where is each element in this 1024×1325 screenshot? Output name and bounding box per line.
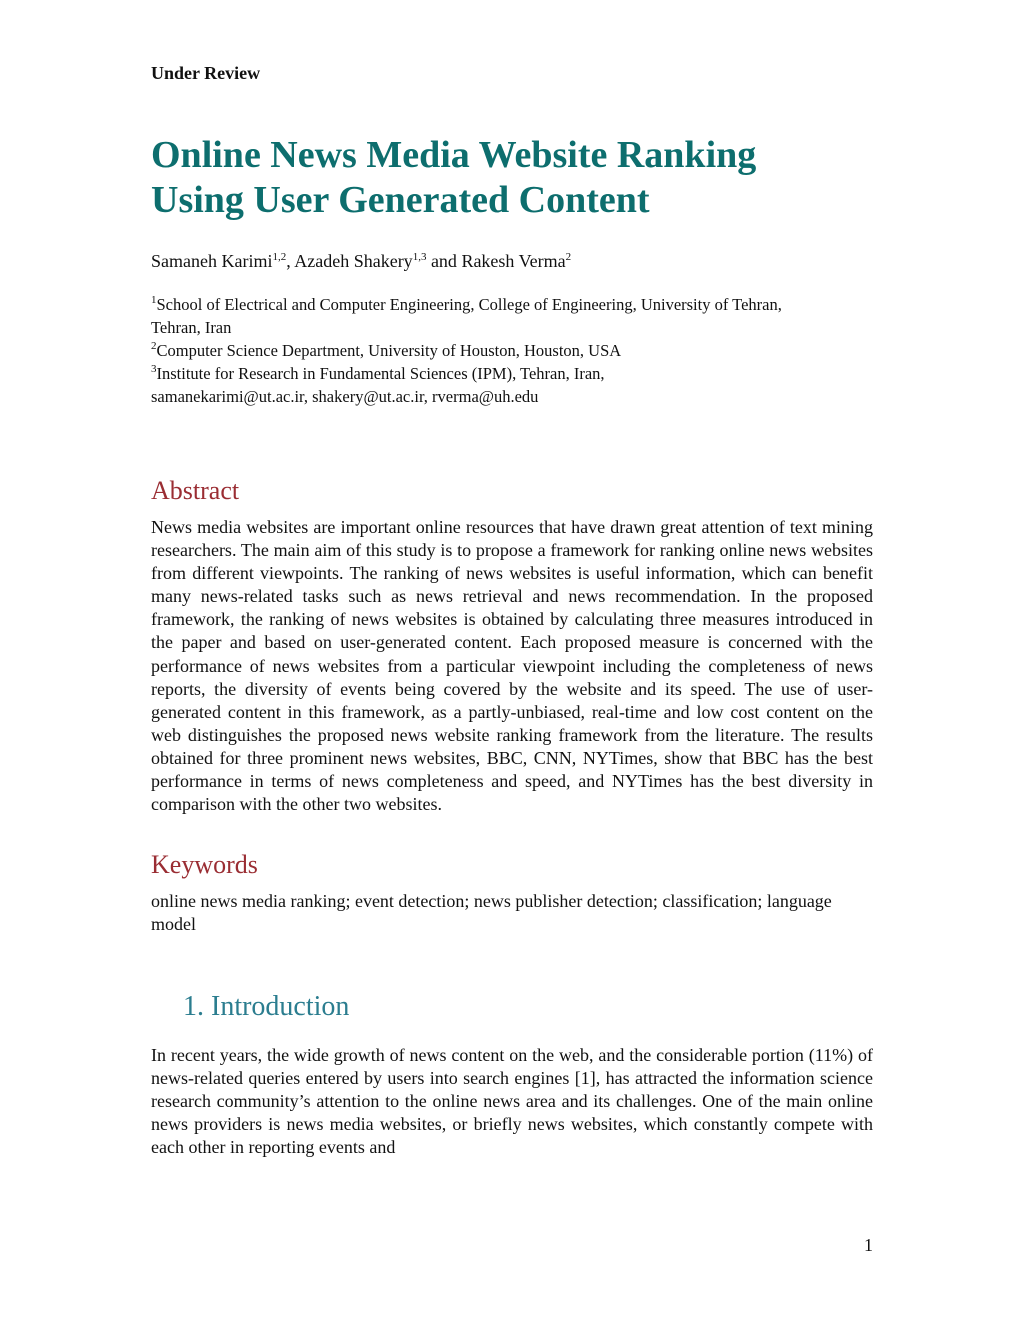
- affiliation-list: [151, 293, 873, 408]
- author-affiliation-marker: 2: [565, 251, 572, 263]
- paper-title-line-1: Online News Media Website Ranking: [151, 134, 757, 176]
- affiliation-item: [151, 293, 873, 316]
- author-affiliation-marker: 1,2: [272, 251, 287, 263]
- affiliation-item: [151, 362, 873, 385]
- introduction-heading: 1. Introduction: [183, 991, 350, 1022]
- review-status-label: Under Review: [151, 63, 261, 83]
- author-emails: samanekarimi@ut.ac.ir, shakery@ut.ac.ir, rverma@uh.edu: [151, 387, 539, 406]
- abstract-body: News media websites are important online resources that have drawn great attention of text mining researchers. The main aim of this study is to propose a framework for ranking online news websites from different viewpoints. The ranking of news websites is useful information, which can benefit many news-related tasks such as news retrieval and news recommendation. In the proposed framework, the ranking of news websites is obtained by calculating three measures introduced in the paper and based on user-generated content. Each proposed measure is concerned with the performance of news websites from a particular viewpoint including the completeness of news reports, the diversity of events being covered by the website and its speed. The use of user-generated content in this framework, as a partly-unbiased, real-time and low cost content on the web distinguishes the proposed news website ranking framework from the literature. The results obtained for three prominent news websites, BBC, CNN, NYTimes, show that BBC has the best performance in terms of news completeness and speed, and NYTimes has the best diversity in comparison with the other two websites.: [151, 517, 873, 815]
- affiliation-text: Computer Science Department, University of Houston, Houston, USA: [156, 341, 622, 360]
- affiliation-number: 1: [151, 294, 157, 306]
- abstract-heading: Abstract: [151, 476, 240, 505]
- affiliation-number: 2: [151, 340, 157, 352]
- author-separator: and: [426, 251, 462, 271]
- affiliation-continuation: Tehran, Iran: [151, 318, 232, 337]
- keywords-body: online news media ranking; event detection; news publisher detection; classification; language model: [151, 891, 832, 935]
- keywords-heading: Keywords: [151, 850, 258, 879]
- author-name: Azadeh Shakery: [294, 251, 413, 271]
- affiliation-item: [151, 339, 873, 362]
- author-name: Rakesh Verma: [461, 251, 566, 271]
- author-name: Samaneh Karimi: [151, 251, 273, 271]
- paper-title: [151, 133, 873, 223]
- author-list: [151, 249, 571, 273]
- affiliation-text: Institute for Research in Fundamental Sciences (IPM), Tehran, Iran,: [156, 364, 605, 383]
- affiliation-text: School of Electrical and Computer Engineering, College of Engineering, University of Tehran,: [156, 295, 782, 314]
- author-affiliation-marker: 1,3: [412, 251, 427, 263]
- introduction-body: In recent years, the wide growth of news content on the web, and the considerable portion (11%) of news-related queries entered by users into search engines [1], has attracted the information science research community’s attention to the online news area and its challenges. One of the main online news providers is news media websites, or briefly news websites, which constantly compete with each other in reporting events and: [151, 1045, 873, 1158]
- author-separator: ,: [286, 251, 295, 271]
- paper-title-line-2: Using User Generated Content: [151, 179, 650, 221]
- paper-page: [151, 0, 873, 1325]
- page-number: 1: [864, 1235, 873, 1255]
- affiliation-number: 3: [151, 363, 157, 375]
